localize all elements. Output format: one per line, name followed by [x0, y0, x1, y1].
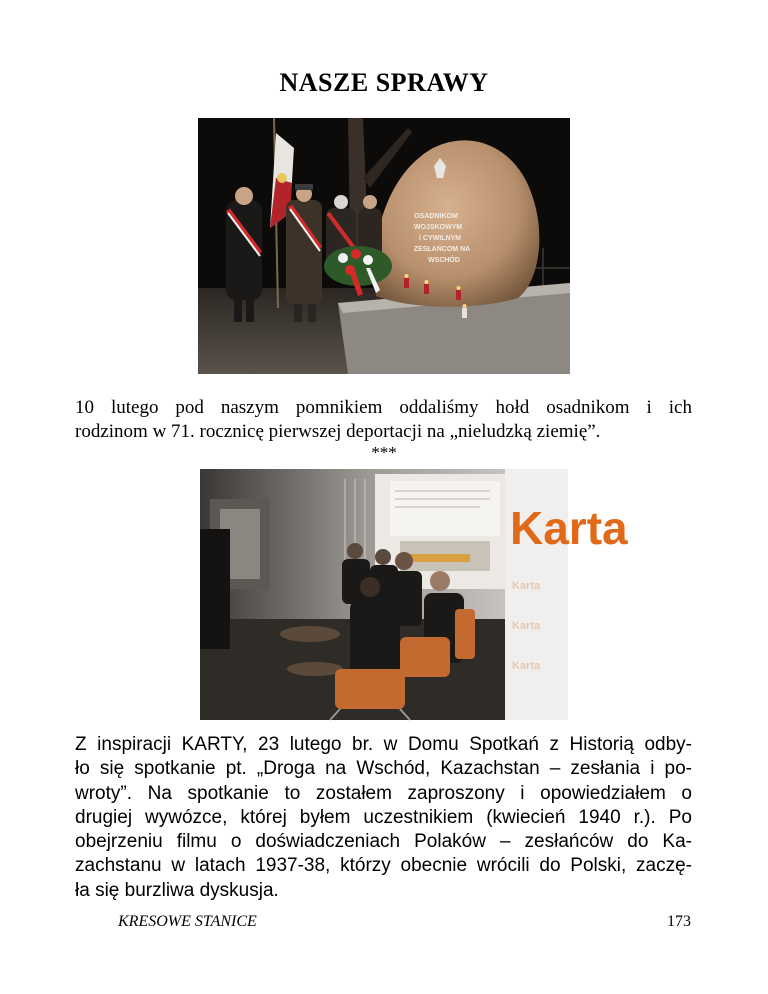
inscription-line-1: OSADNIKOM [414, 213, 458, 220]
article-line: zachstanu w latach 1937-38, którzy obecnie wrócili do Polski, zaczę- [75, 855, 692, 877]
article-text [75, 733, 692, 903]
article-line: ło się spotkanie pt. „Droga na Wschód, Kazachstan – zesłania i po- [75, 758, 692, 780]
caption-line: rodzinom w 71. rocznicę pierwszej deportacji na „nieludzką ziemię”. [75, 421, 601, 442]
inscription-line-2: WOJSKOWYM [413, 224, 463, 231]
svg-text:Karta: Karta [512, 660, 541, 672]
inscription-line-5: WSCHÓD [428, 257, 460, 264]
article-line: Z inspiracji KARTY, 23 lutego br. w Domu Spotkań z Historią odby- [75, 734, 692, 755]
svg-text:Karta: Karta [512, 620, 541, 632]
article-line: drugiej wywózce, której byłem uczestnikiem (kwiecień 1940 r.). Po [75, 806, 692, 828]
publication-name: KRESOWE STANICE [118, 913, 257, 930]
meeting-photo [200, 469, 628, 720]
article-line: wroty”. Na spotkanie to zostałem zaproszony i opowiedziałem o [75, 782, 692, 804]
photo-caption [75, 396, 692, 444]
inscription-line-4: ZESŁAŃCOM NA [413, 246, 471, 253]
article-line: obejrzeniu filmu o doświadczeniach Polaków – zesłańców do Ka- [75, 831, 692, 853]
svg-text:Karta: Karta [512, 580, 541, 592]
inscription-line-3: I CYWILNYM [419, 235, 461, 242]
karta-banner-text: Karta [510, 502, 628, 554]
meeting-illustration [200, 469, 628, 720]
monument-ceremony-illustration [198, 118, 570, 374]
page-title: NASZE SPRAWY [279, 68, 489, 97]
page-number: 173 [667, 913, 691, 930]
caption-line: 10 lutego pod naszym pomnikiem oddaliśmy hołd osadnikom i ich [75, 397, 692, 418]
monument-ceremony-photo [198, 118, 570, 374]
section-separator: *** [371, 443, 397, 462]
article-line: ła się burzliwa dyskusja. [75, 879, 279, 901]
